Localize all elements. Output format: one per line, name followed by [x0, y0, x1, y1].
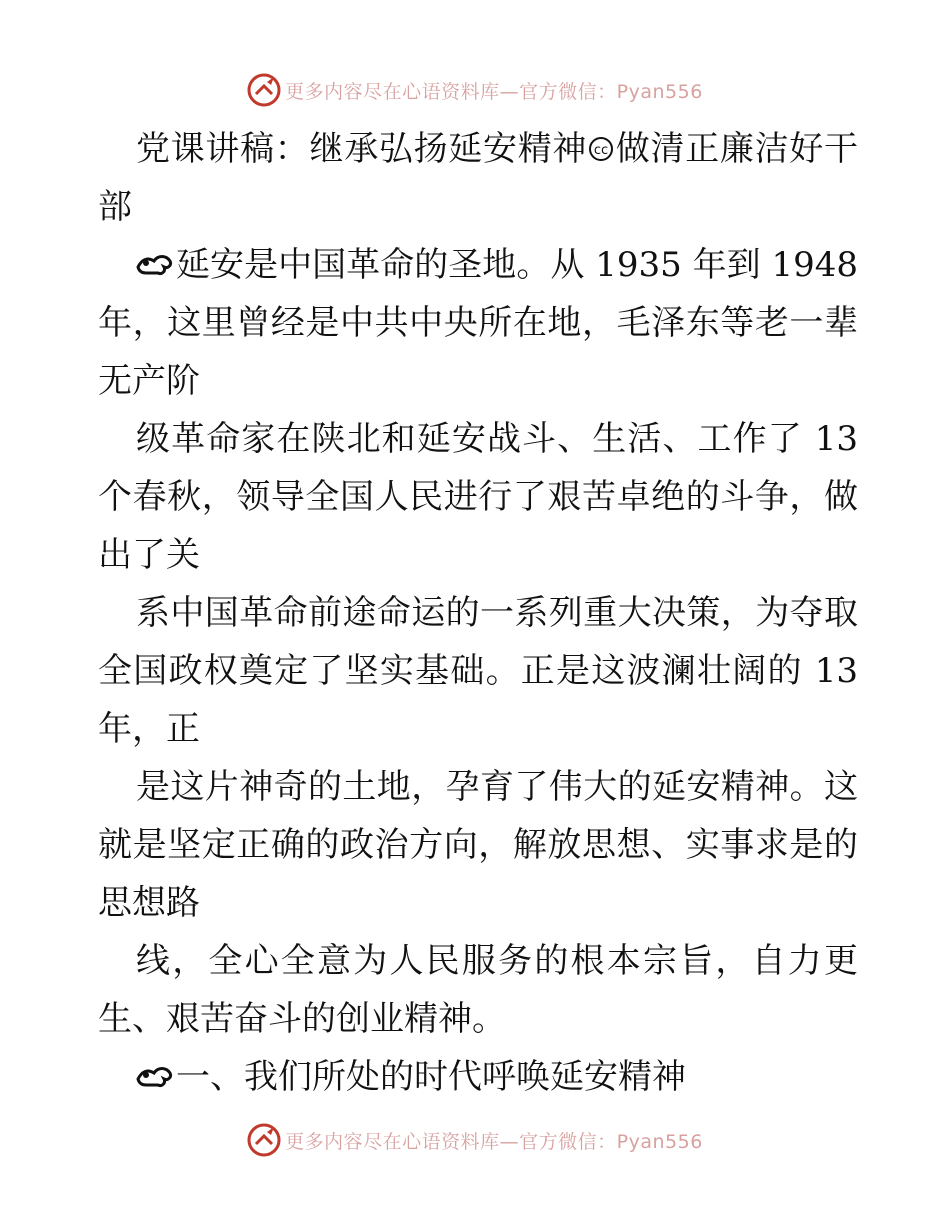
document-body: [98, 120, 858, 1106]
book-pen-logo-icon: [247, 1123, 281, 1157]
paragraph-1: 延安是中国革命的圣地。从 1935 年到 1948 年，这里曾经是中共中央所在地，毛泽东等老一辈无产阶: [98, 245, 858, 401]
header-banner: [0, 70, 950, 110]
footer-banner-text: 更多内容尽在心语资料库—官方微信：Pyan556: [285, 1130, 703, 1153]
header-banner-text: 更多内容尽在心语资料库—官方微信：Pyan556: [285, 80, 703, 103]
svg-text:cc: cc: [593, 143, 609, 158]
paragraph-3: 系中国革命前途命运的一系列重大决策，为夺取全国政权奠定了坚实基础。正是这波澜壮阔的 13 年，正: [98, 593, 858, 749]
title-part-1: 党课讲稿：继承弘扬延安精神: [136, 129, 588, 169]
footer-banner: [0, 1120, 950, 1160]
paragraph-4: 是这片神奇的土地，孕育了伟大的延安精神。这就是坚定正确的政治方向，解放思想、实事求是的思想路: [98, 767, 858, 923]
section-heading-1: 一、我们所处的时代呼唤延安精神: [98, 1048, 858, 1106]
document-title: [98, 120, 858, 236]
copyright-circle-icon: [588, 136, 614, 162]
paragraph-2: 级革命家在陕北和延安战斗、生活、工作了 13 个春秋，领导全国人民进行了艰苦卓绝的斗争，做出了关: [98, 419, 858, 575]
book-pen-logo-icon: [247, 73, 281, 107]
pointing-hand-icon: [136, 249, 174, 279]
title-part-2: 做清正廉洁好干部: [98, 129, 859, 227]
pointing-hand-icon: [136, 1061, 174, 1091]
paragraph-5: 线，全心全意为人民服务的根本宗旨，自力更生、艰苦奋斗的创业精神。: [98, 941, 858, 1039]
